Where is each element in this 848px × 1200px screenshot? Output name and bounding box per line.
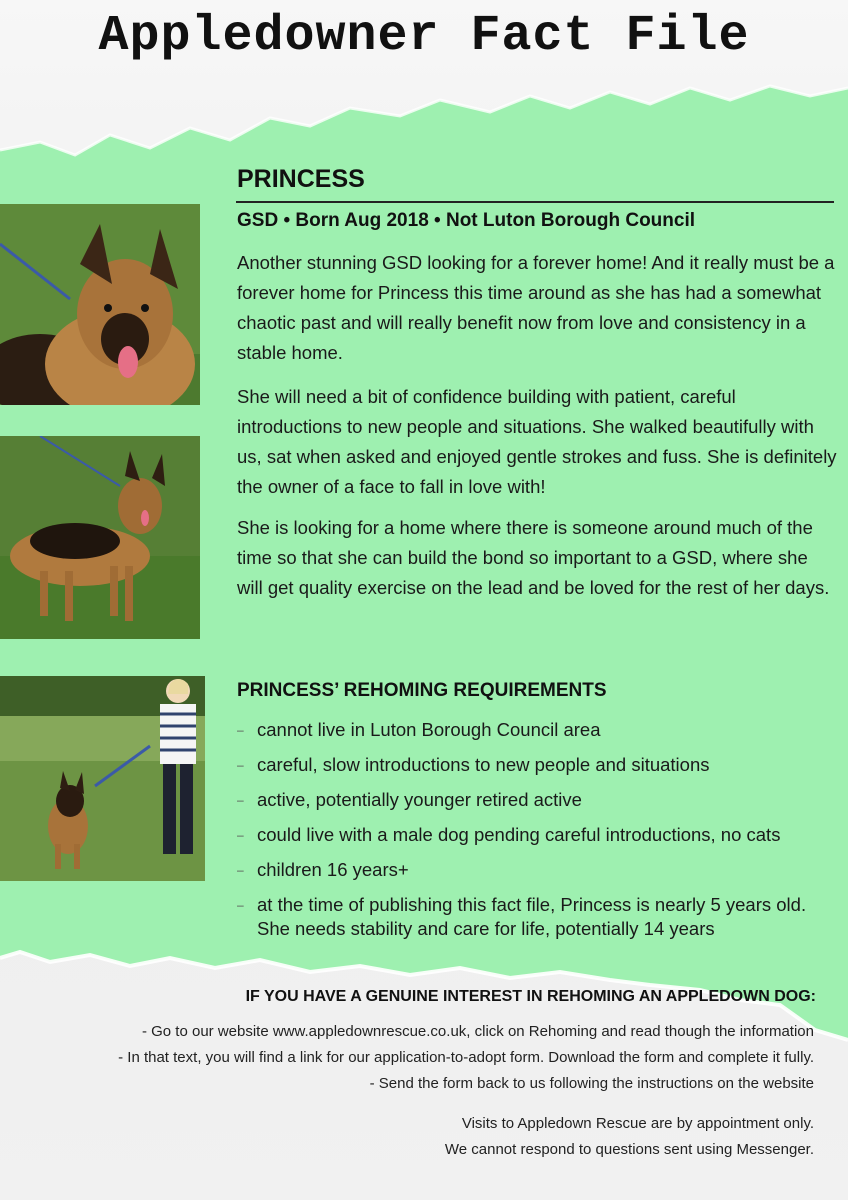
bullet-dash-icon: –	[237, 793, 244, 807]
requirement-item: – at the time of publishing this fact file, Princess is nearly 5 years old. She needs stability and care for life, potentially 14 years	[237, 894, 807, 939]
dog-headshot-photo	[0, 204, 200, 405]
page-title: Appledowner Fact File	[98, 8, 750, 65]
heading-divider	[236, 201, 834, 203]
requirement-item: – cannot live in Luton Borough Council area	[237, 719, 601, 740]
dog-standing-photo	[0, 436, 200, 639]
rehoming-step: - Send the form back to us following the instructions on the website	[369, 1075, 814, 1092]
requirements-list	[237, 718, 837, 952]
rehoming-steps	[118, 1019, 814, 1097]
description-paragraph: Another stunning GSD looking for a forever home! And it really must be a forever home for Princess this time around as she has had a somewhat chaotic past and will really benefit now from love and consistency in a stable home.	[237, 252, 835, 363]
requirement-item: – could live with a male dog pending careful introductions, no cats	[237, 824, 781, 845]
dog-summary-line: GSD • Born Aug 2018 • Not Luton Borough Council	[237, 210, 696, 231]
rehoming-step: - Go to our website www.appledownrescue.co.uk, click on Rehoming and read though the information	[141, 1023, 814, 1040]
description-paragraph: She will need a bit of confidence building with patient, careful introductions to new people and situations. She walked beautifully with us, sat when asked and enjoyed gentle strokes and fuss. She is definitely the owner of a face to fall in love with!	[237, 386, 837, 497]
rehoming-interest-heading: IF YOU HAVE A GENUINE INTEREST IN REHOMING AN APPLEDOWN DOG:	[245, 988, 816, 1005]
bullet-dash-icon: –	[237, 723, 244, 737]
description-paragraph: She is looking for a home where there is someone around much of the time so that she can build the bond so important to a GSD, where she will get quality exercise on the lead and be loved for the rest of her days.	[237, 517, 830, 598]
bullet-dash-icon: –	[237, 898, 244, 912]
visit-note: Visits to Appledown Rescue are by appointment only.	[461, 1115, 814, 1132]
requirement-item: – children 16 years+	[237, 859, 409, 880]
requirement-item: – careful, slow introductions to new people and situations	[237, 754, 710, 775]
requirement-item: – active, potentially younger retired active	[237, 789, 582, 810]
dog-name-heading: PRINCESS	[237, 165, 365, 193]
visit-notes	[445, 1111, 814, 1163]
rehoming-step: - In that text, you will find a link for our application-to-adopt form. Download the form and complete it fully.	[118, 1049, 814, 1066]
requirements-heading: PRINCESS’ REHOMING REQUIREMENTS	[237, 680, 607, 701]
dog-with-walker-photo	[0, 676, 205, 881]
bullet-dash-icon: –	[237, 863, 244, 877]
bullet-dash-icon: –	[237, 758, 244, 772]
bullet-dash-icon: –	[237, 828, 244, 842]
visit-note: We cannot respond to questions sent using Messenger.	[444, 1141, 814, 1158]
